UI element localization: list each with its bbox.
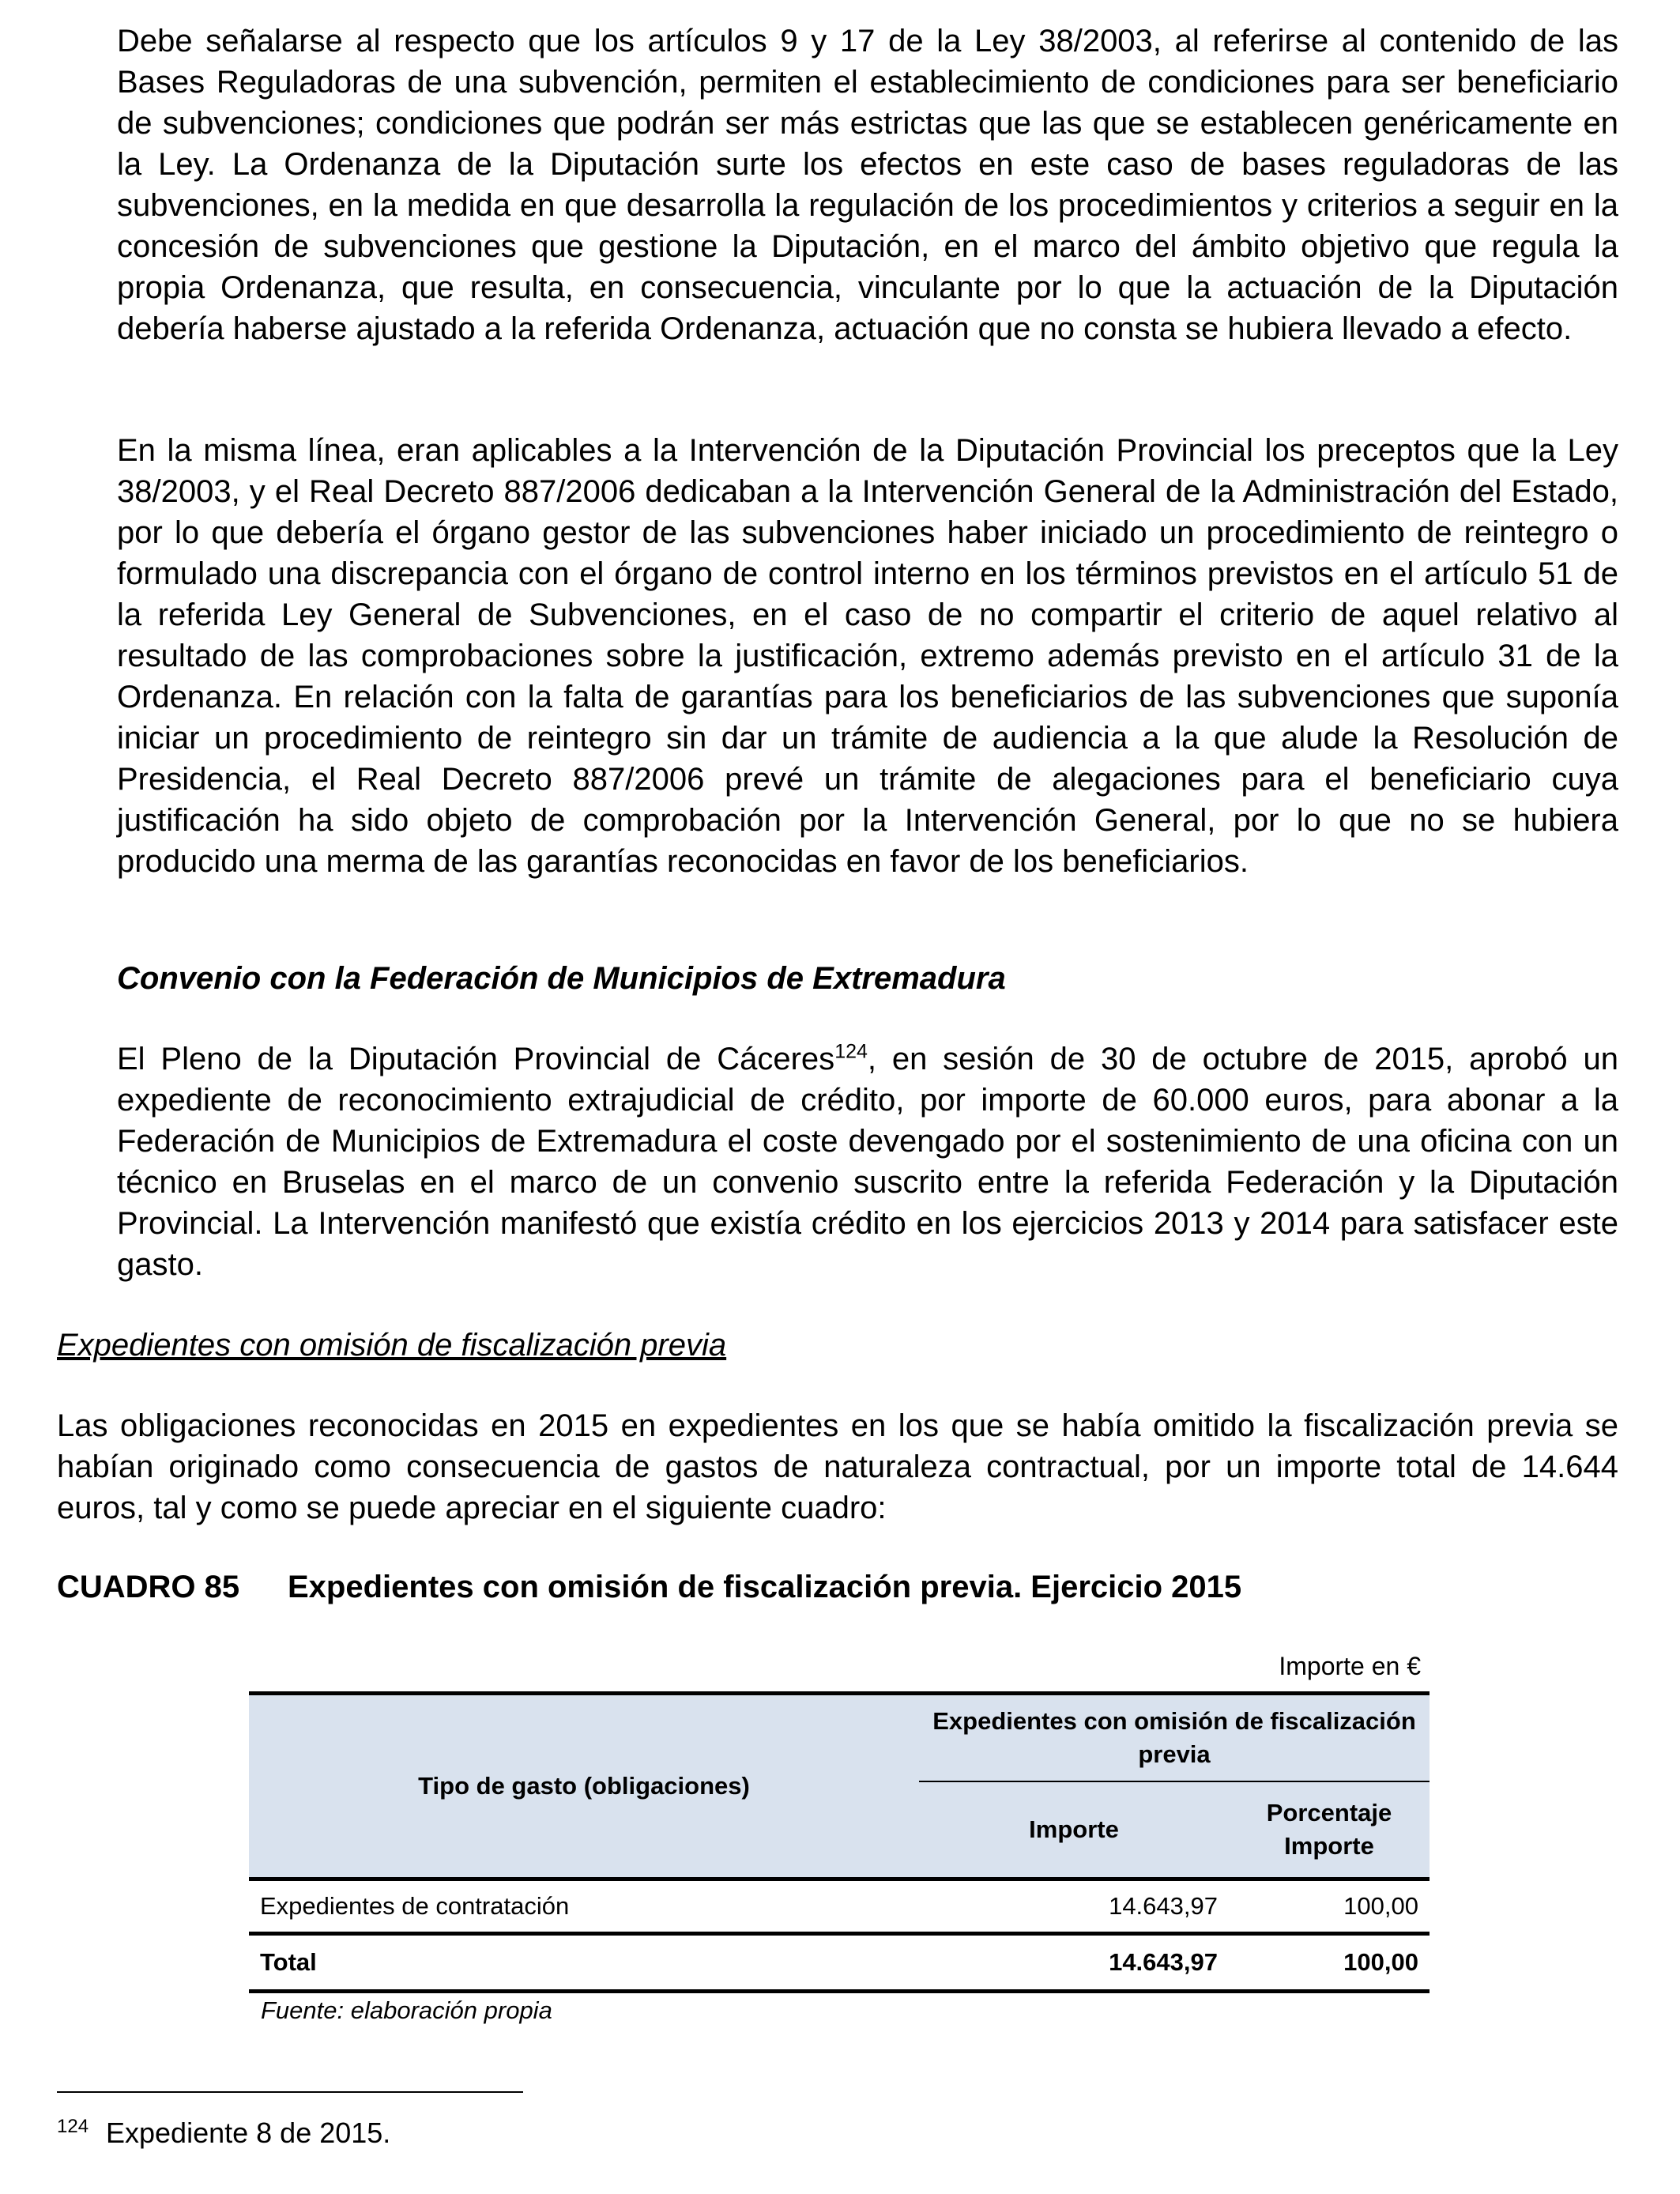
- paragraph-intervencion: En la misma línea, eran aplicables a la Intervención de la Diputación Provincial los preceptos que la Ley 38/2003, y el Real Decreto 887/2006 dedicaban a la Intervención General de la Administración del Estado, por lo que debería el órgano gestor de las subvenciones haber iniciado un procedimiento de reintegro o formulado una discrepancia con el órgano de control interno en los términos previstos en el artículo 51 de la referida Ley General de Subvenciones, en el caso de no compartir el criterio de aquel relativo al resultado de las comprobaciones sobre la justificación, extremo además previsto en el artículo 31 de la Ordenanza. En relación con la falta de garantías para los beneficiarios de las subvenciones que suponía iniciar un procedimiento de reintegro sin dar un trámite de audiencia a la que alude la Resolución de Presidencia, el Real Decreto 887/2006 prevé un trámite de alegaciones para el beneficiario cuya justificación ha sido objeto de comprobación por la Intervención General, por lo que no se hubiera producido una merma de las garantías reconocidas en favor de los beneficiarios.: [117, 433, 1618, 879]
- total-porcentaje: 100,00: [1229, 1934, 1430, 1992]
- footnote: 124 Expediente 8 de 2015.: [57, 2116, 391, 2149]
- table-title: Expedientes con omisión de fiscalización previa. Ejercicio 2015: [288, 1570, 1242, 1604]
- table-source: Fuente: elaboración propia: [261, 1996, 552, 2024]
- row-porcentaje: 100,00: [1343, 1892, 1418, 1920]
- paragraph-obligaciones: Las obligaciones reconocidas en 2015 en expedientes en los que se había omitido la fiscalización previa se habían originado como consecuencia de gastos de naturaleza contractual, por un importe total de 14.644 euros, tal y como se puede apreciar en el siguiente cuadro:: [57, 1408, 1618, 1525]
- paragraph-convenio: [117, 1039, 1618, 1285]
- header-porcentaje-importe: Porcentaje Importe: [1229, 1781, 1430, 1879]
- table-number: CUADRO 85: [57, 1570, 240, 1604]
- row-tipo: Expedientes de contratación: [260, 1892, 570, 1920]
- section-heading-omision: Expedientes con omisión de fiscalización previa: [57, 1328, 727, 1363]
- paragraph-bases-reguladoras: Debe señalarse al respecto que los artículos 9 y 17 de la Ley 38/2003, al referirse al contenido de las Bases Reguladoras de una subvención, permiten el establecimiento de condiciones para ser beneficiario de subvenciones; condiciones que podrán ser más estrictas que las que se establecen genéricamente en la Ley. La Ordenanza de la Diputación surte los efectos en este caso de bases reguladoras de las subvenciones, en la medida en que desarrolla la regulación de los procedimientos y criterios a seguir en la concesión de subvenciones que gestione la Diputación, en el marco del ámbito objetivo que regula la propia Ordenanza, que resulta, en consecuencia, vinculante por lo que la actuación de la Diputación debería haberse ajustado a la referida Ordenanza, actuación que no consta se hubiera llevado a efecto.: [117, 24, 1618, 346]
- table-total-row: [249, 1934, 1430, 1992]
- paragraph-convenio-text-end: , en sesión de 30 de octubre de 2015, aprobó un expediente de reconocimiento extrajudicial de crédito, por importe de 60.000 euros, para abonar a la Federación de Municipios de Extremadura el coste devengado por el sostenimiento de una oficina con un técnico en Bruselas en el marco de un convenio suscrito entre la referida Federación y la Diputación Provincial. La Intervención manifestó que existía crédito en los ejercicios 2013 y 2014 para satisfacer este gasto.: [117, 1042, 1619, 1282]
- header-importe: Importe: [919, 1781, 1229, 1879]
- table-units: Importe en €: [1279, 1652, 1421, 1680]
- total-importe: 14.643,97: [919, 1934, 1229, 1992]
- header-expedientes-omision: Expedientes con omisión de fiscalización previa: [919, 1694, 1430, 1782]
- table-caption: [57, 1566, 1241, 1608]
- total-label: Total: [249, 1934, 919, 1992]
- footnote-reference: 124: [834, 1040, 868, 1063]
- expedientes-table: [249, 1691, 1430, 1993]
- header-tipo-gasto: Tipo de gasto (obligaciones): [249, 1694, 919, 1879]
- paragraph-convenio-text-start: El Pleno de la Diputación Provincial de Cáceres: [117, 1042, 835, 1076]
- footnote-text: Expediente 8 de 2015.: [106, 2117, 391, 2149]
- row-importe: 14.643,97: [1109, 1892, 1218, 1920]
- convenio-heading: Convenio con la Federación de Municipios de Extremadura: [117, 961, 1006, 996]
- table-row: [249, 1879, 1430, 1934]
- footnote-separator: [57, 2091, 523, 2093]
